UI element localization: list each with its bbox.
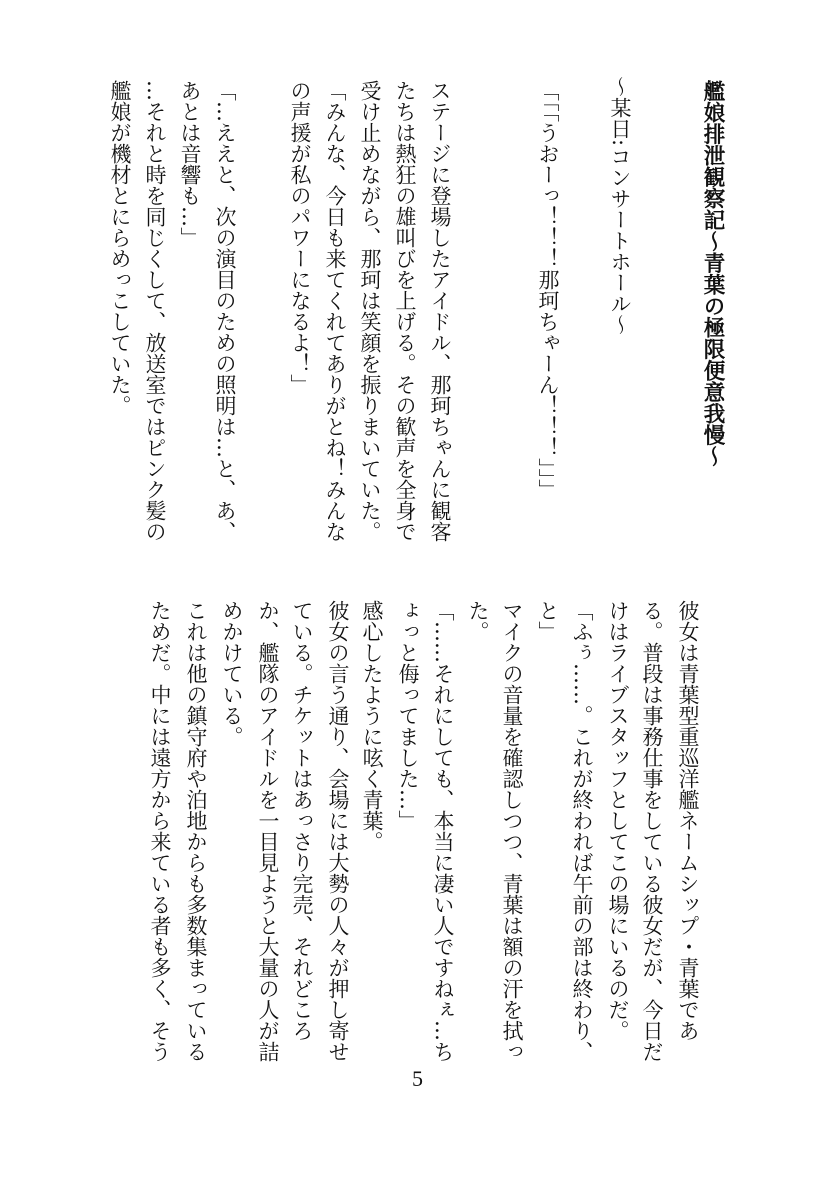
document-title: 艦娘排泄観察記～青葉の極限便意我慢～ — [700, 80, 725, 467]
text-line: 彼女の言う通り、会場には大勢の人々が押し寄せ — [326, 600, 350, 1062]
text-line: た。 — [466, 600, 490, 642]
text-line: ためだ。中には遠方から来ている者も多く、そう — [148, 600, 172, 1062]
text-line: たちは熱狂の雄叫びを上げる。その歓声を全身で — [393, 80, 417, 542]
text-line: 「……それにしても、本当に凄い人ですねぇ…ち — [431, 600, 455, 1062]
text-line: 「「「うおーっ！！！那珂ちゃーん！！！」」」 — [536, 80, 560, 500]
text-line: これは他の鎮守府や泊地からも多数集まっている — [184, 600, 208, 1062]
text-line: 艦娘が機材とにらめっこしていた。 — [108, 80, 132, 416]
text-line: マイクの音量を確認しつつ、青葉は額の汗を拭っ — [500, 600, 524, 1062]
text-line: ている。チケットはあっさり完売、それどころ — [290, 600, 314, 1041]
text-line: けはライブスタッフとしてこの場にいるのだ。 — [606, 600, 630, 1041]
text-line: ステージに登場したアイドル、那珂ちゃんに観客 — [428, 80, 452, 542]
scene-heading: ～某日:コンサートホール～ — [608, 76, 632, 336]
page-number: 5 — [412, 1066, 423, 1091]
text-line: ょっと侮ってました…」 — [396, 600, 420, 831]
text-line: と」 — [536, 600, 560, 642]
text-line: の声援が私のパワーになるよ！」 — [288, 80, 312, 395]
text-line: あとは音響も…」 — [178, 80, 202, 248]
text-line: 「みんな、今日も来てくれてありがとね！みんな — [323, 80, 347, 542]
text-line: る。普段は事務仕事をしている彼女だが、今日だ — [640, 600, 664, 1062]
text-line: めかけている。 — [220, 600, 244, 747]
text-line: 「…ええと、次の演目のための照明は…と、あ、 — [213, 80, 237, 542]
text-line: 感心したように呟く青葉。 — [360, 600, 384, 852]
text-line: 「ふぅ……。これが終われば午前の部は終わり、 — [570, 600, 594, 1062]
text-line: か、艦隊のアイドルを一目見ようと大量の人が詰 — [256, 600, 280, 1062]
text-line: 彼女は青葉型重巡洋艦ネームシップ・青葉であ — [676, 600, 700, 1041]
text-line: …それと時を同じくして、放送室ではピンク髪の — [143, 80, 167, 542]
text-line: 受け止めながら、那珂は笑顔を振りまいていた。 — [358, 80, 382, 542]
